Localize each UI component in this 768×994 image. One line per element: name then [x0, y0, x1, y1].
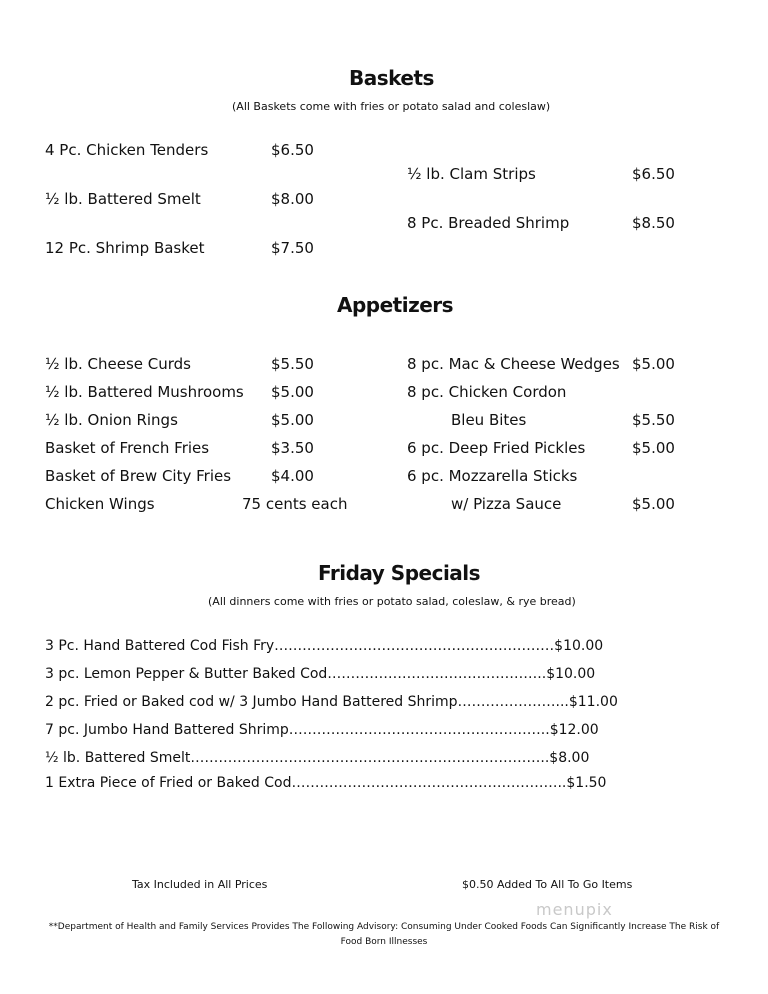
- appetizer-item-price: $5.00: [632, 495, 675, 513]
- appetizer-item-price: $3.50: [271, 439, 314, 457]
- tax-note: Tax Included in All Prices: [132, 878, 268, 891]
- appetizer-item-price: 75 cents each: [242, 495, 348, 513]
- basket-item-name: 4 Pc. Chicken Tenders: [45, 141, 209, 159]
- basket-item-price: $6.50: [271, 141, 314, 159]
- friday-item: 7 pc. Jumbo Hand Battered Shrimp………………………………………………..$12.00: [45, 722, 599, 738]
- appetizer-item-name: Chicken Wings: [45, 495, 155, 513]
- appetizer-item-price: $5.50: [271, 355, 314, 373]
- friday-subtitle: (All dinners come with fries or potato salad, coleslaw, & rye bread): [208, 595, 576, 608]
- togo-note: $0.50 Added To All To Go Items: [462, 878, 633, 891]
- appetizer-item-name: w/ Pizza Sauce: [451, 495, 562, 513]
- appetizer-item-name: ½ lb. Cheese Curds: [45, 355, 192, 373]
- appetizer-item-name: ½ lb. Onion Rings: [45, 411, 178, 429]
- basket-item-price: $7.50: [271, 239, 314, 257]
- basket-item-name: ½ lb. Clam Strips: [407, 165, 536, 183]
- basket-item-price: $8.50: [632, 214, 675, 232]
- appetizer-item-price: $5.00: [632, 439, 675, 457]
- appetizer-item-price: $5.00: [632, 355, 675, 373]
- appetizer-item-name: 8 pc. Mac & Cheese Wedges: [407, 355, 620, 373]
- appetizer-item-name: Basket of Brew City Fries: [45, 467, 232, 485]
- basket-item-name: ½ lb. Battered Smelt: [45, 190, 201, 208]
- basket-item-price: $6.50: [632, 165, 675, 183]
- appetizer-item-price: $5.00: [271, 411, 314, 429]
- appetizer-item-name: Bleu Bites: [451, 411, 527, 429]
- friday-item: ½ lb. Battered Smelt…………………………………………………………………..$8.00: [45, 750, 590, 766]
- appetizer-item-name: 6 pc. Deep Fried Pickles: [407, 439, 586, 457]
- appetizer-item-name: Basket of French Fries: [45, 439, 210, 457]
- basket-item-price: $8.00: [271, 190, 314, 208]
- basket-item-name: 12 Pc. Shrimp Basket: [45, 239, 205, 257]
- baskets-title: Baskets: [349, 66, 434, 90]
- basket-item-name: 8 Pc. Breaded Shrimp: [407, 214, 570, 232]
- friday-item: 3 Pc. Hand Battered Cod Fish Fry……………………………………………………$10.00: [45, 638, 604, 654]
- appetizer-item-name: 8 pc. Chicken Cordon: [407, 383, 567, 401]
- appetizer-item-price: $5.50: [632, 411, 675, 429]
- appetizer-item-name: 6 pc. Mozzarella Sticks: [407, 467, 578, 485]
- watermark: menupix: [536, 900, 613, 919]
- appetizer-item-price: $5.00: [271, 383, 314, 401]
- friday-item: 1 Extra Piece of Fried or Baked Cod…………………………………………………..$1.50: [45, 775, 607, 791]
- friday-item: 2 pc. Fried or Baked cod w/ 3 Jumbo Hand Battered Shrimp…………………...$11.00: [45, 694, 618, 710]
- appetizer-item-price: $4.00: [271, 467, 314, 485]
- baskets-subtitle: (All Baskets come with fries or potato salad and coleslaw): [232, 100, 551, 113]
- friday-item: 3 pc. Lemon Pepper & Butter Baked Cod………………………………………..$10.00: [45, 666, 596, 682]
- appetizer-item-name: ½ lb. Battered Mushrooms: [45, 383, 244, 401]
- appetizers-title: Appetizers: [337, 293, 454, 317]
- friday-title: Friday Specials: [318, 561, 481, 585]
- health-advisory: **Department of Health and Family Services Provides The Following Advisory: Consuming Under Cooked Foods Can Significantly Increase The Risk of Food Born Illnesses: [48, 922, 720, 947]
